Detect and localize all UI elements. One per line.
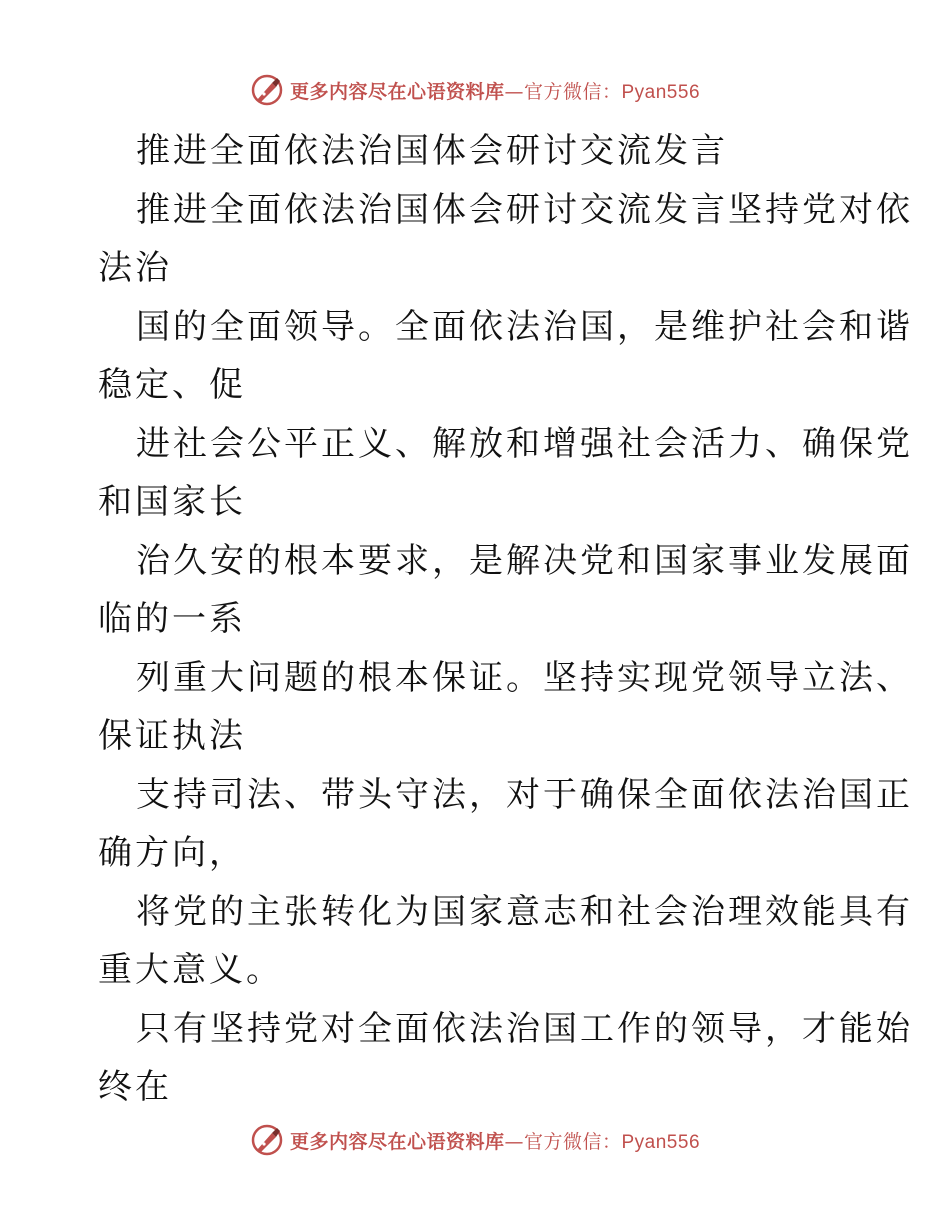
banner-dash: — [504, 1130, 524, 1153]
text-line: 法治 [98, 248, 172, 288]
text-line: 确方向， [98, 833, 246, 873]
banner-wechat-label: 官方微信： [523, 80, 622, 103]
text-line: 列重大问题的根本保证。坚持实现党领导立法、 [136, 657, 913, 698]
text-line: 和国家长 [98, 482, 246, 522]
text-line: 将党的主张转化为国家意志和社会治理效能具有 [136, 891, 913, 932]
text-line: 推进全面依法治国体会研讨交流发言坚持党对依 [136, 189, 913, 230]
text-line: 保证执法 [98, 716, 246, 756]
banner-dash: — [504, 80, 524, 103]
banner-wechat-label: 官方微信： [523, 1130, 622, 1153]
text-line: 临的一系 [98, 599, 246, 639]
document-body [98, 122, 913, 1117]
banner-main-text: 更多内容尽在心语资料库 [289, 80, 505, 103]
text-line: 支持司法、带头守法，对于确保全面依法治国正 [136, 774, 913, 815]
banner-wechat-id: Pyan556 [621, 1131, 701, 1153]
text-line: 终在 [98, 1067, 172, 1107]
text-line: 重大意义。 [98, 950, 283, 990]
pen-logo-icon [250, 73, 284, 107]
pen-logo-icon [250, 1123, 284, 1157]
banner-main-text: 更多内容尽在心语资料库 [289, 1130, 505, 1153]
text-line: 进社会公平正义、解放和增强社会活力、确保党 [136, 423, 913, 464]
banner-text [290, 77, 700, 104]
footer-banner [0, 1120, 950, 1160]
text-line: 稳定、促 [98, 365, 246, 405]
header-banner [0, 70, 950, 110]
banner-wechat-id: Pyan556 [621, 81, 701, 103]
text-line: 只有坚持党对全面依法治国工作的领导，才能始 [136, 1008, 913, 1049]
text-line: 国的全面领导。全面依法治国，是维护社会和谐 [136, 306, 913, 347]
text-line: 推进全面依法治国体会研讨交流发言 [136, 131, 728, 171]
banner-text [290, 1127, 700, 1154]
text-line: 治久安的根本要求，是解决党和国家事业发展面 [136, 540, 913, 581]
